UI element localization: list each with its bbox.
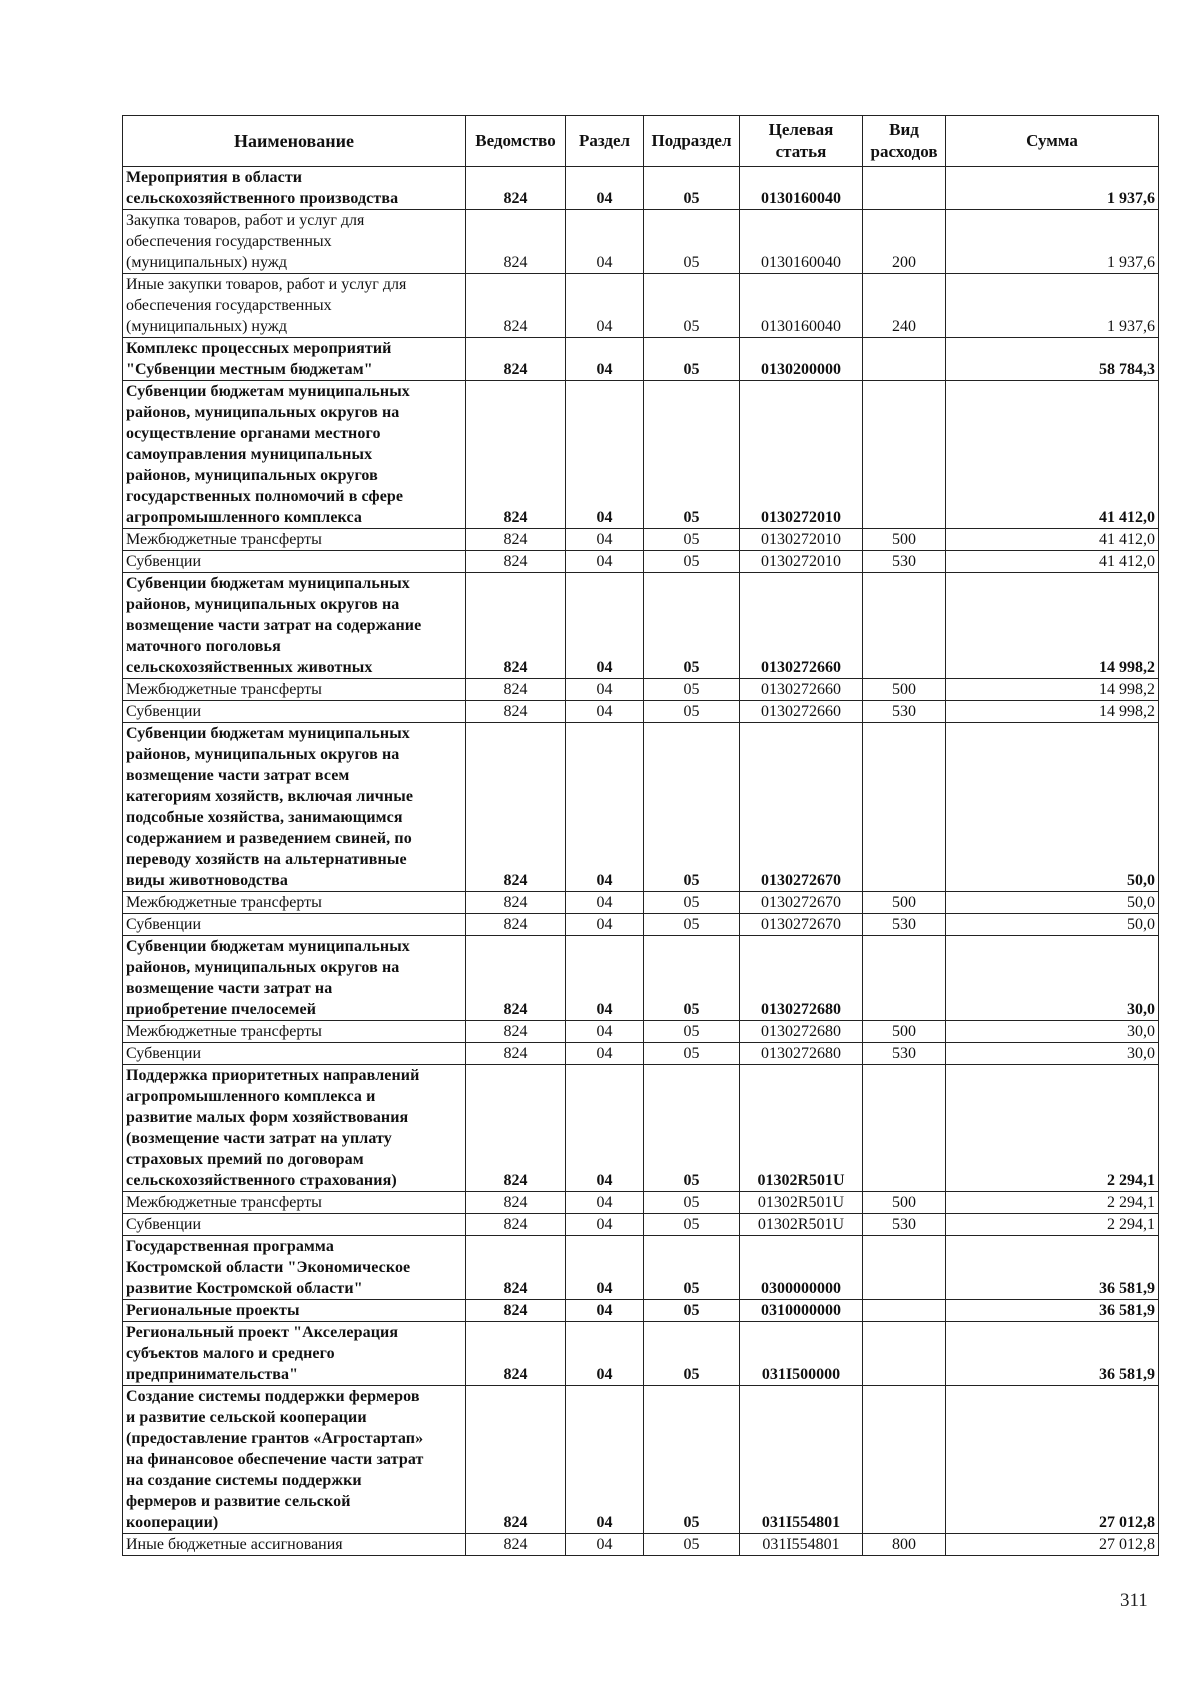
cell-subsection: 05 bbox=[644, 914, 740, 936]
cell-name: Мероприятия в области сельскохозяйственного производства bbox=[123, 167, 466, 210]
header-subsection: Подраздел bbox=[644, 116, 740, 167]
cell-name: Межбюджетные трансферты bbox=[123, 529, 466, 551]
cell-name: Закупка товаров, работ и услуг для обеспечения государственных (муниципальных) нужд bbox=[123, 210, 466, 274]
table-row bbox=[123, 1043, 1159, 1065]
cell-type bbox=[863, 723, 946, 892]
cell-subsection: 05 bbox=[644, 1021, 740, 1043]
cell-sum: 27 012,8 bbox=[946, 1386, 1159, 1534]
cell-subsection: 05 bbox=[644, 1192, 740, 1214]
cell-target: 0130272670 bbox=[740, 723, 863, 892]
cell-target: 0130272660 bbox=[740, 679, 863, 701]
cell-target: 01302R501U bbox=[740, 1065, 863, 1192]
cell-sum: 1 937,6 bbox=[946, 167, 1159, 210]
cell-type: 500 bbox=[863, 1192, 946, 1214]
cell-subsection: 05 bbox=[644, 1236, 740, 1300]
cell-type bbox=[863, 381, 946, 529]
cell-type: 500 bbox=[863, 679, 946, 701]
cell-type: 800 bbox=[863, 1534, 946, 1556]
cell-sum: 1 937,6 bbox=[946, 274, 1159, 338]
cell-section: 04 bbox=[566, 1065, 644, 1192]
cell-dept: 824 bbox=[466, 723, 566, 892]
cell-sum: 41 412,0 bbox=[946, 551, 1159, 573]
cell-target: 0130272680 bbox=[740, 936, 863, 1021]
table-row bbox=[123, 381, 1159, 529]
cell-name: Межбюджетные трансферты bbox=[123, 892, 466, 914]
cell-subsection: 05 bbox=[644, 381, 740, 529]
cell-target: 031I554801 bbox=[740, 1386, 863, 1534]
cell-sum: 50,0 bbox=[946, 892, 1159, 914]
table-row bbox=[123, 573, 1159, 679]
cell-type bbox=[863, 573, 946, 679]
cell-target: 0130160040 bbox=[740, 274, 863, 338]
cell-sum: 30,0 bbox=[946, 1043, 1159, 1065]
cell-name: Субвенции бюджетам муниципальных районов, муниципальных округов на осуществление органами местного самоуправления муниципальных районов, муниципальных округов государственных полномочий в сфере агропромышленного комплекса bbox=[123, 381, 466, 529]
cell-subsection: 05 bbox=[644, 529, 740, 551]
cell-subsection: 05 bbox=[644, 1214, 740, 1236]
cell-section: 04 bbox=[566, 1214, 644, 1236]
cell-name: Межбюджетные трансферты bbox=[123, 1021, 466, 1043]
cell-type bbox=[863, 1386, 946, 1534]
cell-dept: 824 bbox=[466, 1300, 566, 1322]
cell-section: 04 bbox=[566, 892, 644, 914]
cell-target: 0130272680 bbox=[740, 1043, 863, 1065]
cell-sum: 14 998,2 bbox=[946, 679, 1159, 701]
cell-type bbox=[863, 1065, 946, 1192]
cell-section: 04 bbox=[566, 1043, 644, 1065]
cell-target: 0130272670 bbox=[740, 914, 863, 936]
cell-dept: 824 bbox=[466, 1065, 566, 1192]
cell-name: Комплекс процессных мероприятий "Субвенции местным бюджетам" bbox=[123, 338, 466, 381]
cell-sum: 50,0 bbox=[946, 723, 1159, 892]
cell-type bbox=[863, 338, 946, 381]
header-sum: Сумма bbox=[946, 116, 1159, 167]
cell-sum: 30,0 bbox=[946, 1021, 1159, 1043]
cell-sum: 14 998,2 bbox=[946, 573, 1159, 679]
cell-name: Субвенции бюджетам муниципальных районов, муниципальных округов на возмещение части затрат на приобретение пчелосемей bbox=[123, 936, 466, 1021]
cell-type: 500 bbox=[863, 1021, 946, 1043]
cell-type: 240 bbox=[863, 274, 946, 338]
table-row bbox=[123, 1322, 1159, 1386]
cell-dept: 824 bbox=[466, 1043, 566, 1065]
budget-table bbox=[122, 115, 1159, 1556]
header-dept: Ведомство bbox=[466, 116, 566, 167]
cell-sum: 30,0 bbox=[946, 936, 1159, 1021]
cell-name: Субвенции bbox=[123, 551, 466, 573]
table-row bbox=[123, 1021, 1159, 1043]
cell-dept: 824 bbox=[466, 1322, 566, 1386]
cell-target: 01302R501U bbox=[740, 1214, 863, 1236]
cell-type bbox=[863, 1236, 946, 1300]
table-row bbox=[123, 723, 1159, 892]
cell-sum: 50,0 bbox=[946, 914, 1159, 936]
cell-type bbox=[863, 167, 946, 210]
header-target: Целевая статья bbox=[740, 116, 863, 167]
cell-section: 04 bbox=[566, 1386, 644, 1534]
cell-name: Субвенции бюджетам муниципальных районов, муниципальных округов на возмещение части затрат всем категориям хозяйств, включая личные подсобные хозяйства, занимающимся содержанием и разведением свиней, по переводу хозяйств на альтернативные виды животноводства bbox=[123, 723, 466, 892]
table-row bbox=[123, 936, 1159, 1021]
cell-section: 04 bbox=[566, 701, 644, 723]
table-row bbox=[123, 1065, 1159, 1192]
table-row bbox=[123, 1386, 1159, 1534]
cell-name: Субвенции bbox=[123, 914, 466, 936]
table-row bbox=[123, 551, 1159, 573]
cell-target: 0130200000 bbox=[740, 338, 863, 381]
cell-dept: 824 bbox=[466, 1192, 566, 1214]
cell-target: 0130272660 bbox=[740, 573, 863, 679]
cell-name: Межбюджетные трансферты bbox=[123, 1192, 466, 1214]
cell-name: Субвенции bbox=[123, 1043, 466, 1065]
table-row bbox=[123, 210, 1159, 274]
cell-dept: 824 bbox=[466, 1386, 566, 1534]
cell-dept: 824 bbox=[466, 338, 566, 381]
table-row bbox=[123, 167, 1159, 210]
cell-subsection: 05 bbox=[644, 1386, 740, 1534]
cell-section: 04 bbox=[566, 723, 644, 892]
cell-subsection: 05 bbox=[644, 573, 740, 679]
cell-subsection: 05 bbox=[644, 679, 740, 701]
cell-subsection: 05 bbox=[644, 551, 740, 573]
cell-sum: 58 784,3 bbox=[946, 338, 1159, 381]
cell-subsection: 05 bbox=[644, 1322, 740, 1386]
cell-sum: 14 998,2 bbox=[946, 701, 1159, 723]
cell-name: Иные закупки товаров, работ и услуг для обеспечения государственных (муниципальных) нужд bbox=[123, 274, 466, 338]
cell-section: 04 bbox=[566, 1300, 644, 1322]
cell-target: 031I554801 bbox=[740, 1534, 863, 1556]
cell-sum: 27 012,8 bbox=[946, 1534, 1159, 1556]
cell-dept: 824 bbox=[466, 381, 566, 529]
cell-target: 0130272010 bbox=[740, 381, 863, 529]
cell-subsection: 05 bbox=[644, 210, 740, 274]
header-row bbox=[123, 116, 1159, 167]
cell-dept: 824 bbox=[466, 274, 566, 338]
cell-type bbox=[863, 936, 946, 1021]
cell-subsection: 05 bbox=[644, 892, 740, 914]
cell-target: 031I500000 bbox=[740, 1322, 863, 1386]
cell-section: 04 bbox=[566, 274, 644, 338]
cell-subsection: 05 bbox=[644, 936, 740, 1021]
cell-section: 04 bbox=[566, 551, 644, 573]
cell-type: 500 bbox=[863, 892, 946, 914]
table-row bbox=[123, 1192, 1159, 1214]
cell-dept: 824 bbox=[466, 573, 566, 679]
cell-name: Межбюджетные трансферты bbox=[123, 679, 466, 701]
cell-dept: 824 bbox=[466, 1021, 566, 1043]
cell-sum: 2 294,1 bbox=[946, 1214, 1159, 1236]
cell-subsection: 05 bbox=[644, 1300, 740, 1322]
cell-target: 0130272670 bbox=[740, 892, 863, 914]
cell-sum: 41 412,0 bbox=[946, 529, 1159, 551]
cell-section: 04 bbox=[566, 914, 644, 936]
cell-target: 0130272010 bbox=[740, 529, 863, 551]
table-row bbox=[123, 274, 1159, 338]
cell-sum: 36 581,9 bbox=[946, 1322, 1159, 1386]
cell-type: 530 bbox=[863, 1043, 946, 1065]
cell-target: 0130160040 bbox=[740, 210, 863, 274]
cell-target: 0310000000 bbox=[740, 1300, 863, 1322]
cell-section: 04 bbox=[566, 167, 644, 210]
cell-section: 04 bbox=[566, 679, 644, 701]
cell-type: 530 bbox=[863, 551, 946, 573]
table-row bbox=[123, 1534, 1159, 1556]
cell-section: 04 bbox=[566, 529, 644, 551]
header-section: Раздел bbox=[566, 116, 644, 167]
cell-section: 04 bbox=[566, 210, 644, 274]
cell-subsection: 05 bbox=[644, 338, 740, 381]
cell-dept: 824 bbox=[466, 892, 566, 914]
cell-section: 04 bbox=[566, 1236, 644, 1300]
cell-subsection: 05 bbox=[644, 1043, 740, 1065]
cell-target: 0130272680 bbox=[740, 1021, 863, 1043]
cell-subsection: 05 bbox=[644, 167, 740, 210]
table-row bbox=[123, 914, 1159, 936]
cell-subsection: 05 bbox=[644, 274, 740, 338]
cell-section: 04 bbox=[566, 1534, 644, 1556]
cell-sum: 41 412,0 bbox=[946, 381, 1159, 529]
table-header bbox=[123, 116, 1159, 167]
cell-name: Иные бюджетные ассигнования bbox=[123, 1534, 466, 1556]
cell-dept: 824 bbox=[466, 936, 566, 1021]
cell-name: Региональные проекты bbox=[123, 1300, 466, 1322]
cell-dept: 824 bbox=[466, 914, 566, 936]
cell-target: 0130272660 bbox=[740, 701, 863, 723]
cell-dept: 824 bbox=[466, 210, 566, 274]
cell-dept: 824 bbox=[466, 1214, 566, 1236]
cell-name: Субвенции bbox=[123, 1214, 466, 1236]
cell-subsection: 05 bbox=[644, 701, 740, 723]
cell-target: 01302R501U bbox=[740, 1192, 863, 1214]
cell-name: Субвенции бюджетам муниципальных районов, муниципальных округов на возмещение части затрат на содержание маточного поголовья сельскохозяйственных животных bbox=[123, 573, 466, 679]
cell-name: Создание системы поддержки фермеров и развитие сельской кооперации (предоставление грантов «Агростартап» на финансовое обеспечение части затрат на создание системы поддержки фермеров и развитие сельской кооперации) bbox=[123, 1386, 466, 1534]
header-type: Вид расходов bbox=[863, 116, 946, 167]
cell-section: 04 bbox=[566, 1322, 644, 1386]
cell-name: Региональный проект "Акселерация субъектов малого и среднего предпринимательства" bbox=[123, 1322, 466, 1386]
cell-sum: 2 294,1 bbox=[946, 1065, 1159, 1192]
cell-section: 04 bbox=[566, 1192, 644, 1214]
cell-dept: 824 bbox=[466, 701, 566, 723]
cell-type bbox=[863, 1322, 946, 1386]
cell-dept: 824 bbox=[466, 551, 566, 573]
cell-target: 0130272010 bbox=[740, 551, 863, 573]
cell-section: 04 bbox=[566, 381, 644, 529]
cell-section: 04 bbox=[566, 573, 644, 679]
cell-type: 530 bbox=[863, 701, 946, 723]
table-row bbox=[123, 892, 1159, 914]
cell-dept: 824 bbox=[466, 529, 566, 551]
table-body bbox=[123, 167, 1159, 1556]
cell-target: 0300000000 bbox=[740, 1236, 863, 1300]
table-row bbox=[123, 679, 1159, 701]
cell-section: 04 bbox=[566, 1021, 644, 1043]
cell-type: 500 bbox=[863, 529, 946, 551]
table-row bbox=[123, 701, 1159, 723]
cell-sum: 36 581,9 bbox=[946, 1236, 1159, 1300]
table-row bbox=[123, 338, 1159, 381]
table-row bbox=[123, 1300, 1159, 1322]
cell-type: 530 bbox=[863, 914, 946, 936]
page-number: 311 bbox=[1120, 1590, 1148, 1611]
cell-type: 200 bbox=[863, 210, 946, 274]
cell-sum: 36 581,9 bbox=[946, 1300, 1159, 1322]
table-row bbox=[123, 529, 1159, 551]
cell-name: Субвенции bbox=[123, 701, 466, 723]
cell-name: Государственная программа Костромской области "Экономическое развитие Костромской области" bbox=[123, 1236, 466, 1300]
cell-dept: 824 bbox=[466, 679, 566, 701]
cell-subsection: 05 bbox=[644, 1065, 740, 1192]
cell-dept: 824 bbox=[466, 1534, 566, 1556]
cell-subsection: 05 bbox=[644, 1534, 740, 1556]
cell-section: 04 bbox=[566, 936, 644, 1021]
cell-dept: 824 bbox=[466, 1236, 566, 1300]
header-name: Наименование bbox=[123, 116, 466, 167]
table-row bbox=[123, 1236, 1159, 1300]
cell-type bbox=[863, 1300, 946, 1322]
cell-name: Поддержка приоритетных направлений агропромышленного комплекса и развитие малых форм хозяйствования (возмещение части затрат на уплату страховых премий по договорам сельскохозяйственного страхования) bbox=[123, 1065, 466, 1192]
cell-subsection: 05 bbox=[644, 723, 740, 892]
cell-section: 04 bbox=[566, 338, 644, 381]
cell-sum: 2 294,1 bbox=[946, 1192, 1159, 1214]
cell-sum: 1 937,6 bbox=[946, 210, 1159, 274]
cell-target: 0130160040 bbox=[740, 167, 863, 210]
cell-dept: 824 bbox=[466, 167, 566, 210]
table-row bbox=[123, 1214, 1159, 1236]
cell-type: 530 bbox=[863, 1214, 946, 1236]
